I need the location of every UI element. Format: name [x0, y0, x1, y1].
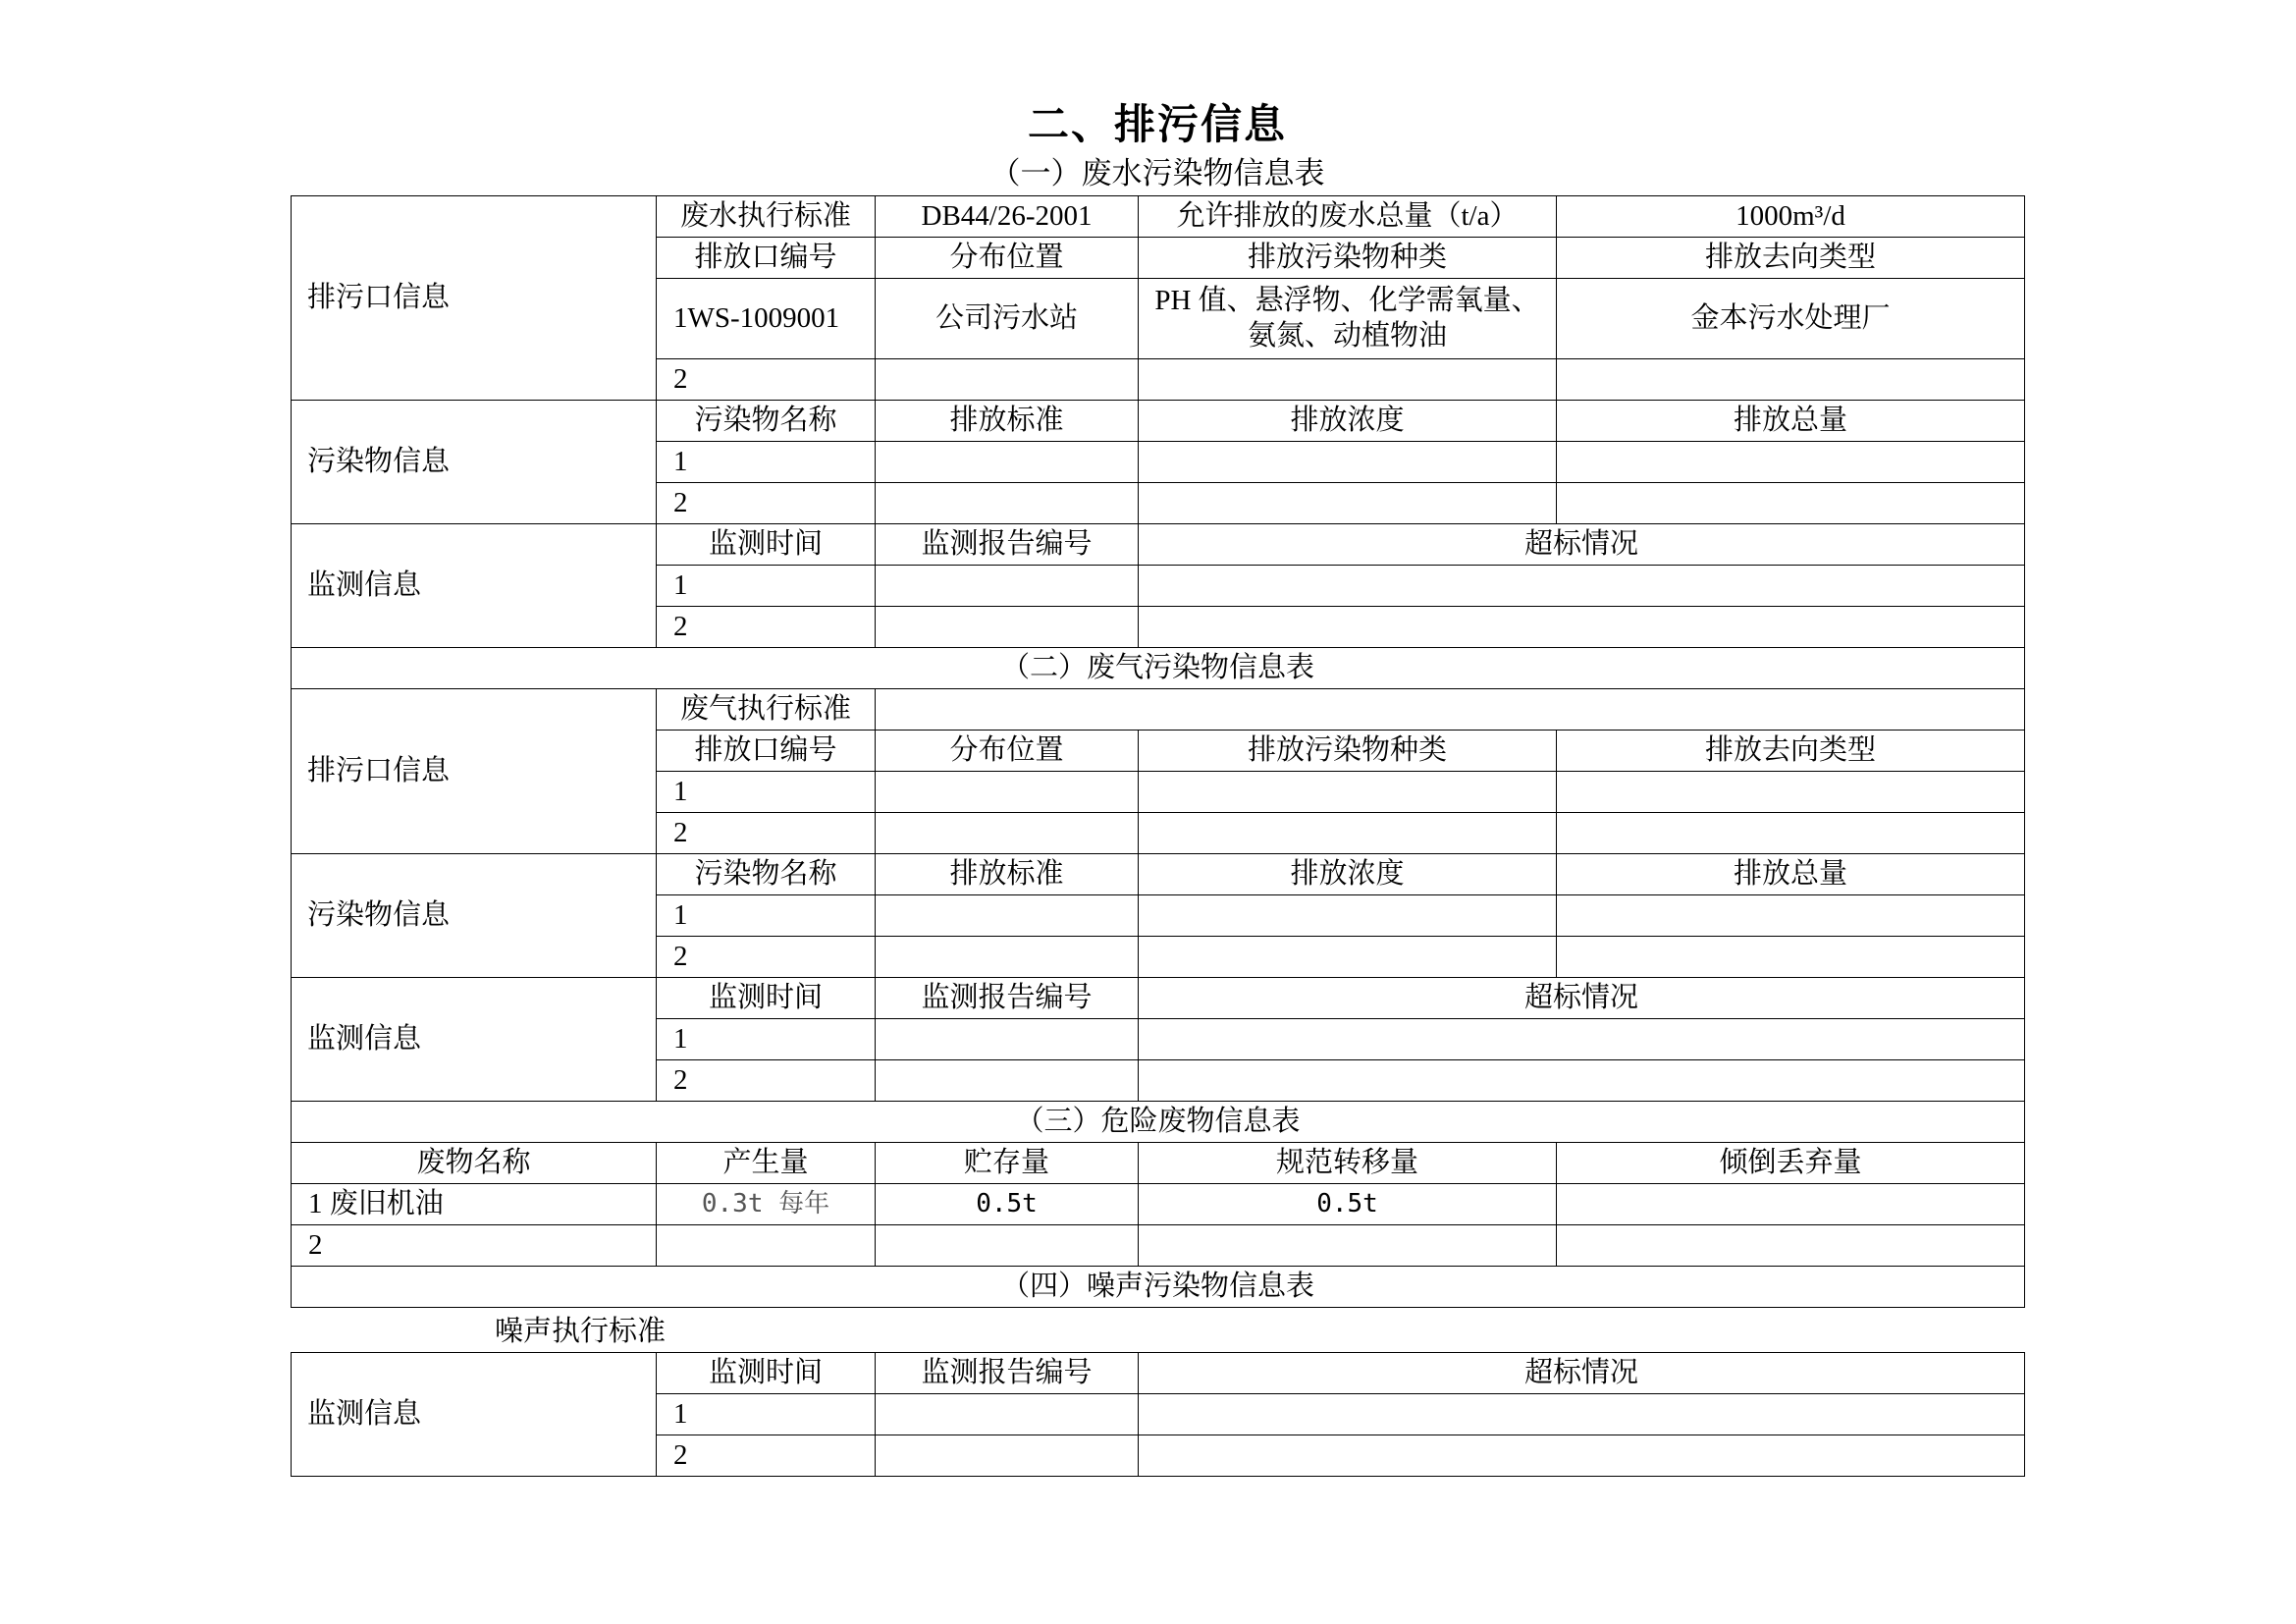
outlet-no-cell: 1WS-1009001 [657, 279, 876, 359]
empty-cell [1139, 607, 2025, 648]
header-concentration: 排放浓度 [1139, 854, 1557, 895]
header-report-no: 监测报告编号 [876, 1353, 1139, 1394]
wastewater-pollutants-label: 污染物信息 [292, 401, 657, 524]
empty-cell [876, 607, 1139, 648]
table-row [292, 1143, 2025, 1184]
header-pollutant-types: 排放污染物种类 [1139, 731, 1557, 772]
table-row [292, 1184, 2025, 1225]
table-row [292, 978, 2025, 1019]
wastewater-standard-label: 废水执行标准 [657, 196, 876, 238]
waste-name-cell: 1 废旧机油 [292, 1184, 657, 1225]
empty-cell [1139, 1225, 1557, 1267]
empty-cell [876, 483, 1139, 524]
empty-cell [1139, 359, 1557, 401]
header-monitoring-time: 监测时间 [657, 524, 876, 566]
row-number-cell: 2 [657, 1435, 876, 1477]
empty-cell [1557, 442, 2025, 483]
outlet-no-cell: 2 [657, 359, 876, 401]
header-generated: 产生量 [657, 1143, 876, 1184]
row-number-cell: 2 [657, 607, 876, 648]
header-transferred: 规范转移量 [1139, 1143, 1557, 1184]
wastewater-outlet-label: 排污口信息 [292, 196, 657, 401]
header-discharge-standard: 排放标准 [876, 854, 1139, 895]
allowed-total-label: 允许排放的废水总量（t/a） [1139, 196, 1557, 238]
pollutant-types-cell: PH 值、悬浮物、化学需氧量、氨氮、动植物油 [1139, 279, 1557, 359]
table-row [292, 1225, 2025, 1267]
exhaust-outlet-label: 排污口信息 [292, 689, 657, 854]
header-location: 分布位置 [876, 731, 1139, 772]
waste-name-cell: 2 [292, 1225, 657, 1267]
header-pollutant-name: 污染物名称 [657, 854, 876, 895]
table-row [292, 689, 2025, 731]
empty-cell [1557, 483, 2025, 524]
header-dumped: 倾倒丢弃量 [1557, 1143, 2025, 1184]
transferred-cell: 0.5t [1139, 1184, 1557, 1225]
header-report-no: 监测报告编号 [876, 978, 1139, 1019]
empty-cell [657, 1225, 876, 1267]
empty-cell [876, 359, 1139, 401]
header-total: 排放总量 [1557, 401, 2025, 442]
row-number-cell: 1 [657, 566, 876, 607]
noise-standard-label: 噪声执行标准 [495, 1316, 667, 1347]
empty-cell [876, 1435, 1139, 1477]
empty-cell [876, 895, 1139, 937]
row-number-cell: 2 [657, 1060, 876, 1102]
header-exceedance: 超标情况 [1139, 978, 2025, 1019]
empty-cell [1557, 937, 2025, 978]
wastewater-section-heading: （一）废水污染物信息表 [989, 156, 1325, 190]
header-concentration: 排放浓度 [1139, 401, 1557, 442]
header-exceedance: 超标情况 [1139, 524, 2025, 566]
row-number-cell: 2 [657, 813, 876, 854]
row-number-cell: 2 [657, 483, 876, 524]
empty-cell [1139, 813, 1557, 854]
empty-cell [1557, 359, 2025, 401]
empty-cell [1139, 483, 1557, 524]
table-row [292, 648, 2025, 689]
table-row [292, 401, 2025, 442]
table-row [292, 854, 2025, 895]
empty-cell [1139, 895, 1557, 937]
empty-cell [1139, 772, 1557, 813]
table-row [292, 1353, 2025, 1394]
empty-cell [876, 1225, 1139, 1267]
empty-cell [876, 1019, 1139, 1060]
header-destination-type: 排放去向类型 [1557, 731, 2025, 772]
empty-cell [1139, 937, 1557, 978]
header-outlet-no: 排放口编号 [657, 238, 876, 279]
row-number-cell: 1 [657, 442, 876, 483]
hazardous-waste-section-heading: （三）危险废物信息表 [292, 1102, 2025, 1143]
empty-cell [1557, 895, 2025, 937]
header-discharge-standard: 排放标准 [876, 401, 1139, 442]
table-row [292, 1267, 2025, 1308]
header-outlet-no: 排放口编号 [657, 731, 876, 772]
exhaust-standard-label: 废气执行标准 [657, 689, 876, 731]
exhaust-gas-section-heading: （二）废气污染物信息表 [292, 648, 2025, 689]
empty-cell [876, 689, 2025, 731]
empty-cell [1557, 1184, 2025, 1225]
table-row [292, 196, 2025, 238]
discharge-info-table [291, 195, 2025, 1308]
empty-cell [1139, 566, 2025, 607]
header-pollutant-types: 排放污染物种类 [1139, 238, 1557, 279]
allowed-total-value: 1000m³/d [1557, 196, 2025, 238]
noise-monitoring-table [291, 1352, 2025, 1477]
wastewater-monitoring-label: 监测信息 [292, 524, 657, 648]
empty-cell [876, 772, 1139, 813]
location-cell: 公司污水站 [876, 279, 1139, 359]
noise-monitoring-label: 监测信息 [292, 1353, 657, 1477]
row-number-cell: 2 [657, 937, 876, 978]
empty-cell [1139, 1435, 2025, 1477]
empty-cell [1139, 1019, 2025, 1060]
empty-cell [876, 1060, 1139, 1102]
page-title: 二、排污信息 [1027, 103, 1287, 148]
empty-cell [1557, 772, 2025, 813]
row-number-cell: 1 [657, 1019, 876, 1060]
header-monitoring-time: 监测时间 [657, 978, 876, 1019]
wastewater-standard-value: DB44/26-2001 [876, 196, 1139, 238]
empty-cell [876, 442, 1139, 483]
row-number-cell: 1 [657, 772, 876, 813]
destination-type-cell: 金本污水处理厂 [1557, 279, 2025, 359]
exhaust-pollutants-label: 污染物信息 [292, 854, 657, 978]
noise-section-heading: （四）噪声污染物信息表 [292, 1267, 2025, 1308]
empty-cell [876, 813, 1139, 854]
empty-cell [876, 937, 1139, 978]
table-row [292, 1102, 2025, 1143]
stored-cell: 0.5t [876, 1184, 1139, 1225]
empty-cell [1557, 813, 2025, 854]
empty-cell [1557, 1225, 2025, 1267]
header-report-no: 监测报告编号 [876, 524, 1139, 566]
header-monitoring-time: 监测时间 [657, 1353, 876, 1394]
header-location: 分布位置 [876, 238, 1139, 279]
generated-cell: 0.3t 每年 [657, 1184, 876, 1225]
header-pollutant-name: 污染物名称 [657, 401, 876, 442]
header-destination-type: 排放去向类型 [1557, 238, 2025, 279]
header-exceedance: 超标情况 [1139, 1353, 2025, 1394]
row-number-cell: 1 [657, 895, 876, 937]
header-total: 排放总量 [1557, 854, 2025, 895]
empty-cell [1139, 1394, 2025, 1435]
empty-cell [876, 566, 1139, 607]
header-waste-name: 废物名称 [292, 1143, 657, 1184]
empty-cell [1139, 442, 1557, 483]
empty-cell [1139, 1060, 2025, 1102]
exhaust-monitoring-label: 监测信息 [292, 978, 657, 1102]
table-row [292, 524, 2025, 566]
header-stored: 贮存量 [876, 1143, 1139, 1184]
row-number-cell: 1 [657, 1394, 876, 1435]
empty-cell [876, 1394, 1139, 1435]
